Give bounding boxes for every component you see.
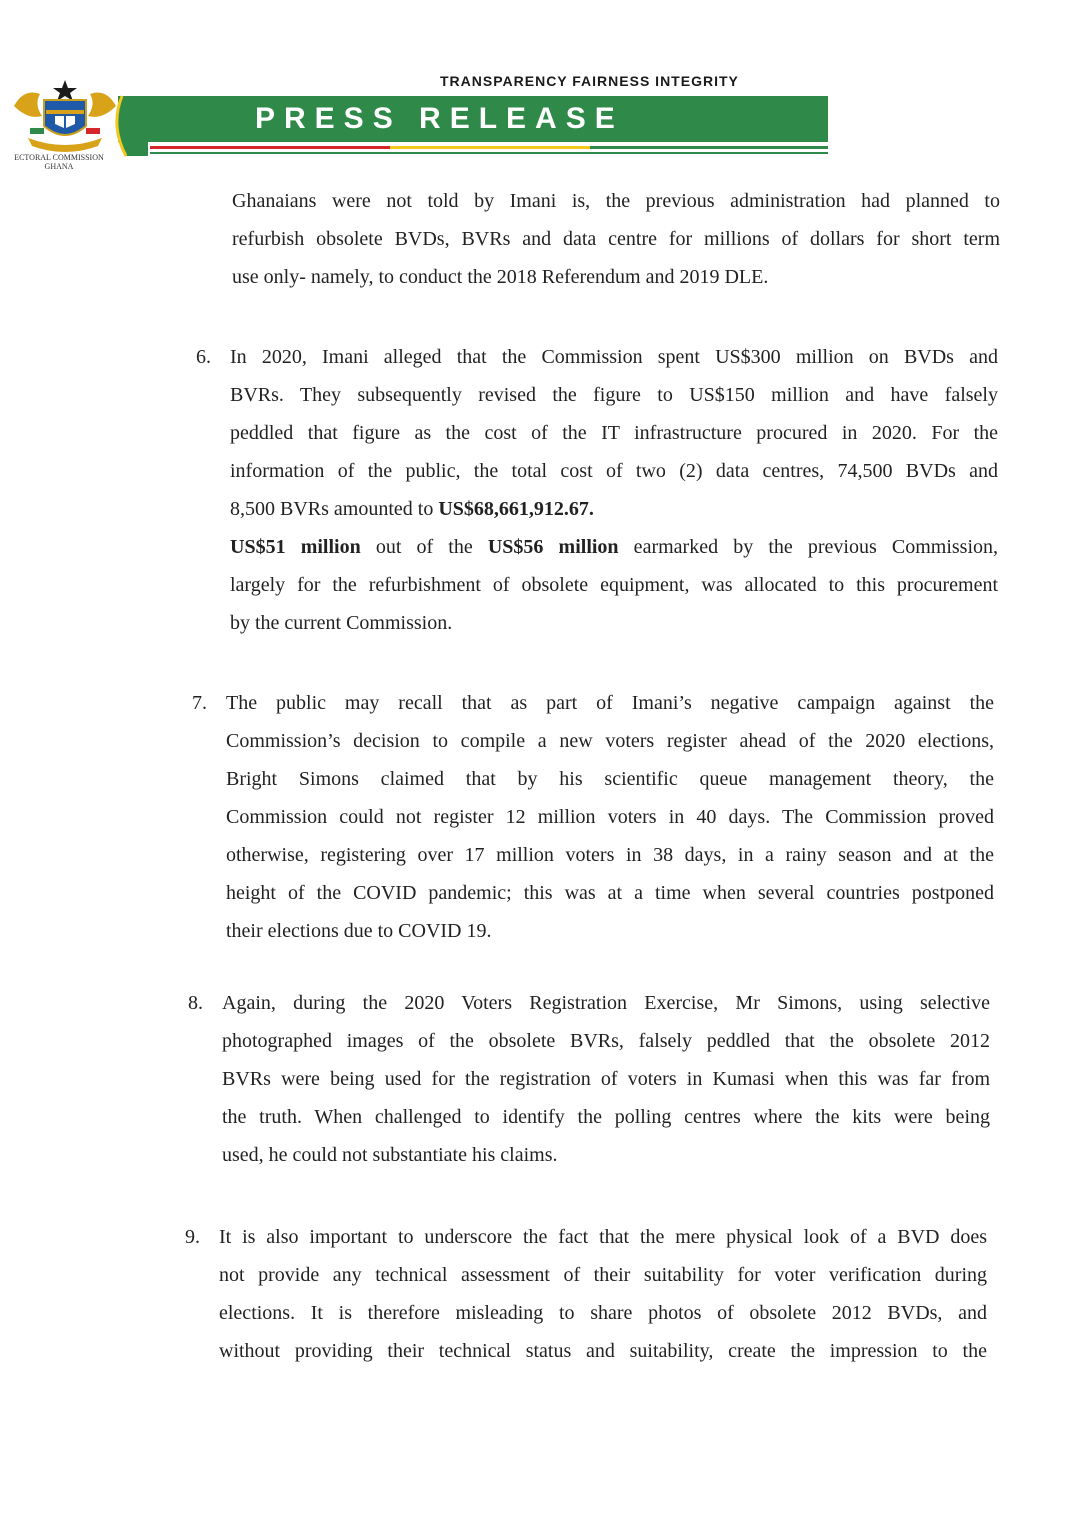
crest-caption-line-1: ECTORAL COMMISSION bbox=[14, 153, 104, 162]
flag-stripe-green bbox=[590, 146, 828, 149]
flag-stripe-red bbox=[150, 146, 390, 149]
text-line: Ghanaians were not told by Imani is, the previous administration had planned to bbox=[232, 190, 1000, 212]
item-number: 7. bbox=[192, 692, 207, 714]
text-line: use only- namely, to conduct the 2018 Referendum and 2019 DLE. bbox=[232, 266, 769, 288]
text-line: by the current Commission. bbox=[230, 612, 453, 634]
text-line: In 2020, Imani alleged that the Commission spent US$300 million on BVDs and bbox=[230, 346, 998, 368]
item-number: 8. bbox=[188, 992, 203, 1014]
text-line: the truth. When challenged to identify the polling centres where the kits were being bbox=[222, 1106, 990, 1128]
item-8-paragraph bbox=[222, 984, 990, 1174]
text-line: height of the COVID pandemic; this was at a time when several countries postponed bbox=[226, 882, 994, 904]
item-9-paragraph bbox=[219, 1218, 987, 1370]
text-line: Commission’s decision to compile a new voters register ahead of the 2020 elections, bbox=[226, 730, 994, 752]
item-number: 6. bbox=[196, 346, 211, 368]
text-line: largely for the refurbishment of obsolete equipment, was allocated to this procurement bbox=[230, 574, 998, 596]
text-line: without providing their technical status and suitability, create the impression to the bbox=[219, 1340, 987, 1362]
text-line bbox=[230, 528, 998, 566]
text-fragment: out of the bbox=[360, 536, 488, 558]
text-line: information of the public, the total cost of two (2) data centres, 74,500 BVDs and bbox=[230, 460, 998, 482]
text-line: Bright Simons claimed that by his scientific queue management theory, the bbox=[226, 768, 994, 790]
crest-caption bbox=[0, 153, 118, 171]
text-line: otherwise, registering over 17 million voters in 38 days, in a rainy season and at the bbox=[226, 844, 994, 866]
intro-paragraph bbox=[232, 182, 1000, 296]
text-line: refurbish obsolete BVDs, BVRs and data centre for millions of dollars for short term bbox=[232, 228, 1000, 250]
header-rule bbox=[150, 152, 828, 154]
text-line: their elections due to COVID 19. bbox=[226, 920, 492, 942]
text-line: photographed images of the obsolete BVRs, falsely peddled that the obsolete 2012 bbox=[222, 1030, 990, 1052]
item-6-paragraph bbox=[230, 338, 998, 642]
earmarked-amount: US$56 million bbox=[487, 536, 619, 558]
text-line: not provide any technical assessment of their suitability for voter verification during bbox=[219, 1264, 987, 1286]
text-line: The public may recall that as part of Imani’s negative campaign against the bbox=[226, 692, 994, 714]
item-number: 9. bbox=[185, 1226, 200, 1248]
tagline: TRANSPARENCY FAIRNESS INTEGRITY bbox=[440, 73, 739, 89]
text-line: BVRs. They subsequently revised the figure to US$150 million and have falsely bbox=[230, 384, 998, 406]
banner-swoosh bbox=[108, 90, 148, 160]
text-line: used, he could not substantiate his claims. bbox=[222, 1144, 558, 1166]
coat-of-arms-logo bbox=[6, 76, 124, 156]
text-line: Again, during the 2020 Voters Registration Exercise, Mr Simons, using selective bbox=[222, 992, 990, 1014]
text-fragment: 8,500 BVRs amounted to bbox=[230, 498, 439, 520]
text-line: peddled that figure as the cost of the IT infrastructure procured in 2020. For the bbox=[230, 422, 998, 444]
text-line: Commission could not register 12 million voters in 40 days. The Commission proved bbox=[226, 806, 994, 828]
text-line: elections. It is therefore misleading to share photos of obsolete 2012 BVDs, and bbox=[219, 1302, 987, 1324]
flag-stripe-yellow bbox=[390, 146, 590, 149]
crest-caption-line-2: GHANA bbox=[44, 162, 74, 171]
item-7-paragraph bbox=[226, 684, 994, 950]
text-line: BVRs were being used for the registration of voters in Kumasi when this was far from bbox=[222, 1068, 990, 1090]
allocated-amount: US$51 million bbox=[230, 536, 361, 558]
text-fragment: earmarked by the previous Commission, bbox=[618, 536, 999, 558]
text-line bbox=[230, 490, 998, 528]
total-cost-amount: US$68,661,912.67. bbox=[438, 498, 594, 520]
page-title: PRESS RELEASE bbox=[255, 102, 624, 135]
text-line: It is also important to underscore the fact that the mere physical look of a BVD does bbox=[219, 1226, 987, 1248]
